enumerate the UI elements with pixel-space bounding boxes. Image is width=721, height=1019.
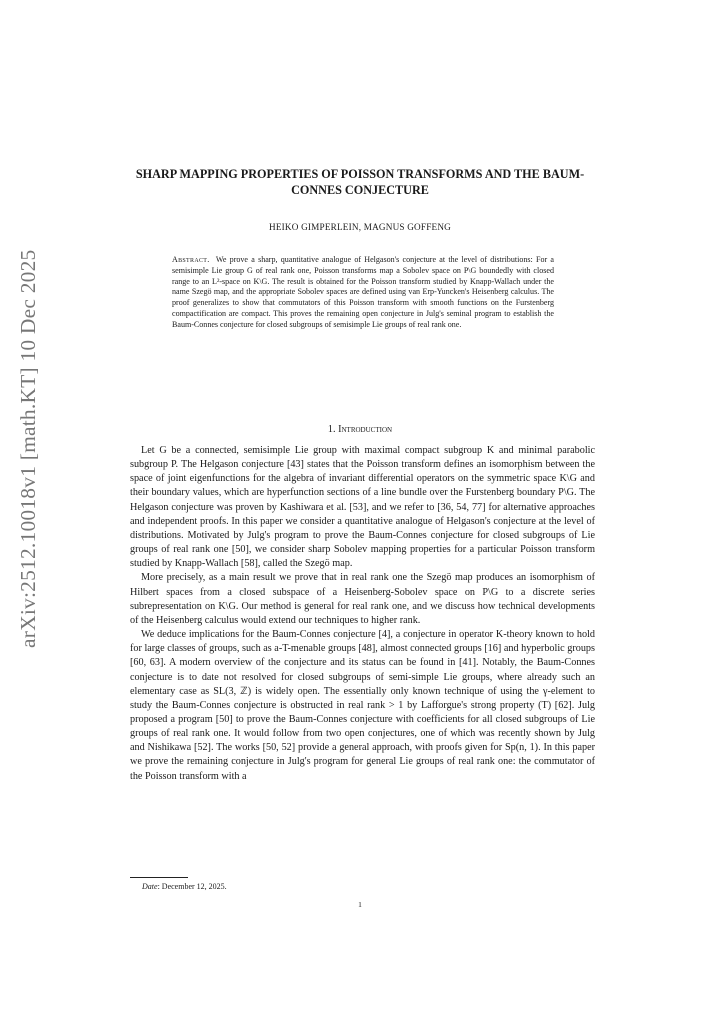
- body-paragraph: More precisely, as a main result we prove that in real rank one the Szegö map produces an isomorphism of Hilbert spaces from a closed subspace of a Heisenberg-Sobolev space on P\G to a discrete series subrepresentation on K\G. Our method is general for real rank one, and we discuss how technical developments of the Heisenberg calculus would extend our techniques to higher rank.: [130, 572, 595, 626]
- abstract: [172, 255, 554, 330]
- section-number: 1.: [327, 424, 336, 435]
- paper-title: SHARP MAPPING PROPERTIES OF POISSON TRANSFORMS AND THE BAUM-CONNES CONJECTURE: [135, 167, 585, 197]
- abstract-text: We prove a sharp, quantitative analogue of Helgason's conjecture at the level of distributions: For a semisimple Lie group G of real rank one, Poisson transforms map a Sobolev space on P\G boundedly with closed range to an L²-space on K\G. The result is obtained for the Poisson transform studied by Knapp-Wallach under the name Szegö map, and the appropriate Sobolev spaces are defined using van Erp-Yuncken's Heisenberg calculus. The proof generalizes to show that commutators of this Poisson transform with smooth functions on the Furstenberg compactification are compact. This proves the remaining open conjecture in Julg's seminal program to establish the Baum-Connes conjecture for closed subgroups of semisimple Lie groups of real rank one.: [172, 255, 554, 329]
- footnote-divider: [130, 877, 188, 878]
- section-title: Introduction: [338, 424, 393, 435]
- abstract-heading: Abstract.: [172, 255, 210, 264]
- body-paragraph: We deduce implications for the Baum-Connes conjecture [4], a conjecture in operator K-theory known to hold for large classes of groups, such as a-T-menable groups [48], almost connected groups [16] and hyperbolic groups [60, 63]. A modern overview of the conjecture and its status can be found in [41]. Notably, the Baum-Connes conjecture is to date not resolved for closed subgroups of semi-simple Lie groups, where already such an elementary case as SL(3, ℤ) is widely open. The essentially only known technique of using the γ-element to study the Baum-Connes conjecture is obstructed in real rank > 1 by Lafforgue's strong property (T) [62]. Julg proposed a program [50] to prove the Baum-Connes conjecture with coefficients for all closed subgroups of Lie groups of real rank one. It would follow from two open conjectures, one of which was recently shown by Julg and Nishikawa [52]. The works [50, 52] provide a general approach, with proofs given for Sp(n, 1). In this paper we prove the remaining conjecture in Julg's program for general Lie groups of real rank one: the commutator of the Poisson transform with a: [130, 629, 595, 782]
- abstract-paragraph: [172, 255, 554, 330]
- footnote-date: [142, 882, 227, 891]
- footnote-label: Date: [142, 882, 158, 891]
- body-paragraph: Let G be a connected, semisimple Lie group with maximal compact subgroup K and minimal parabolic subgroup P. The Helgason conjecture [43] states that the Poisson transform defines an isomorphism between the space of joint eigenfunctions for the algebra of invariant differential operators on the symmetric space K\G and their boundary values, which are hyperfunction sections of a line bundle over the Furstenberg boundary P\G. The Helgason conjecture was proven by Kashiwara et al. [53], and we refer to [36, 54, 77] for alternative approaches and independent proofs. In this paper we consider a quantitative analogue of Helgason's conjecture at the level of distributions. Motivated by Julg's program to prove the Baum-Connes conjecture for closed subgroups of Lie groups of real rank one [50], we consider sharp Sobolev mapping properties for a particular Poisson transform studied by Knapp-Wallach [58], called the Szegö map.: [130, 445, 595, 570]
- arxiv-identifier: arXiv:2512.10018v1 [math.KT] 10 Dec 2025: [16, 249, 40, 648]
- introduction-body: [130, 444, 595, 784]
- footnote-value: : December 12, 2025.: [157, 882, 227, 891]
- section-heading: [120, 424, 600, 435]
- paper-authors: HEIKO GIMPERLEIN, MAGNUS GOFFENG: [269, 222, 451, 232]
- page-number: 1: [358, 900, 362, 909]
